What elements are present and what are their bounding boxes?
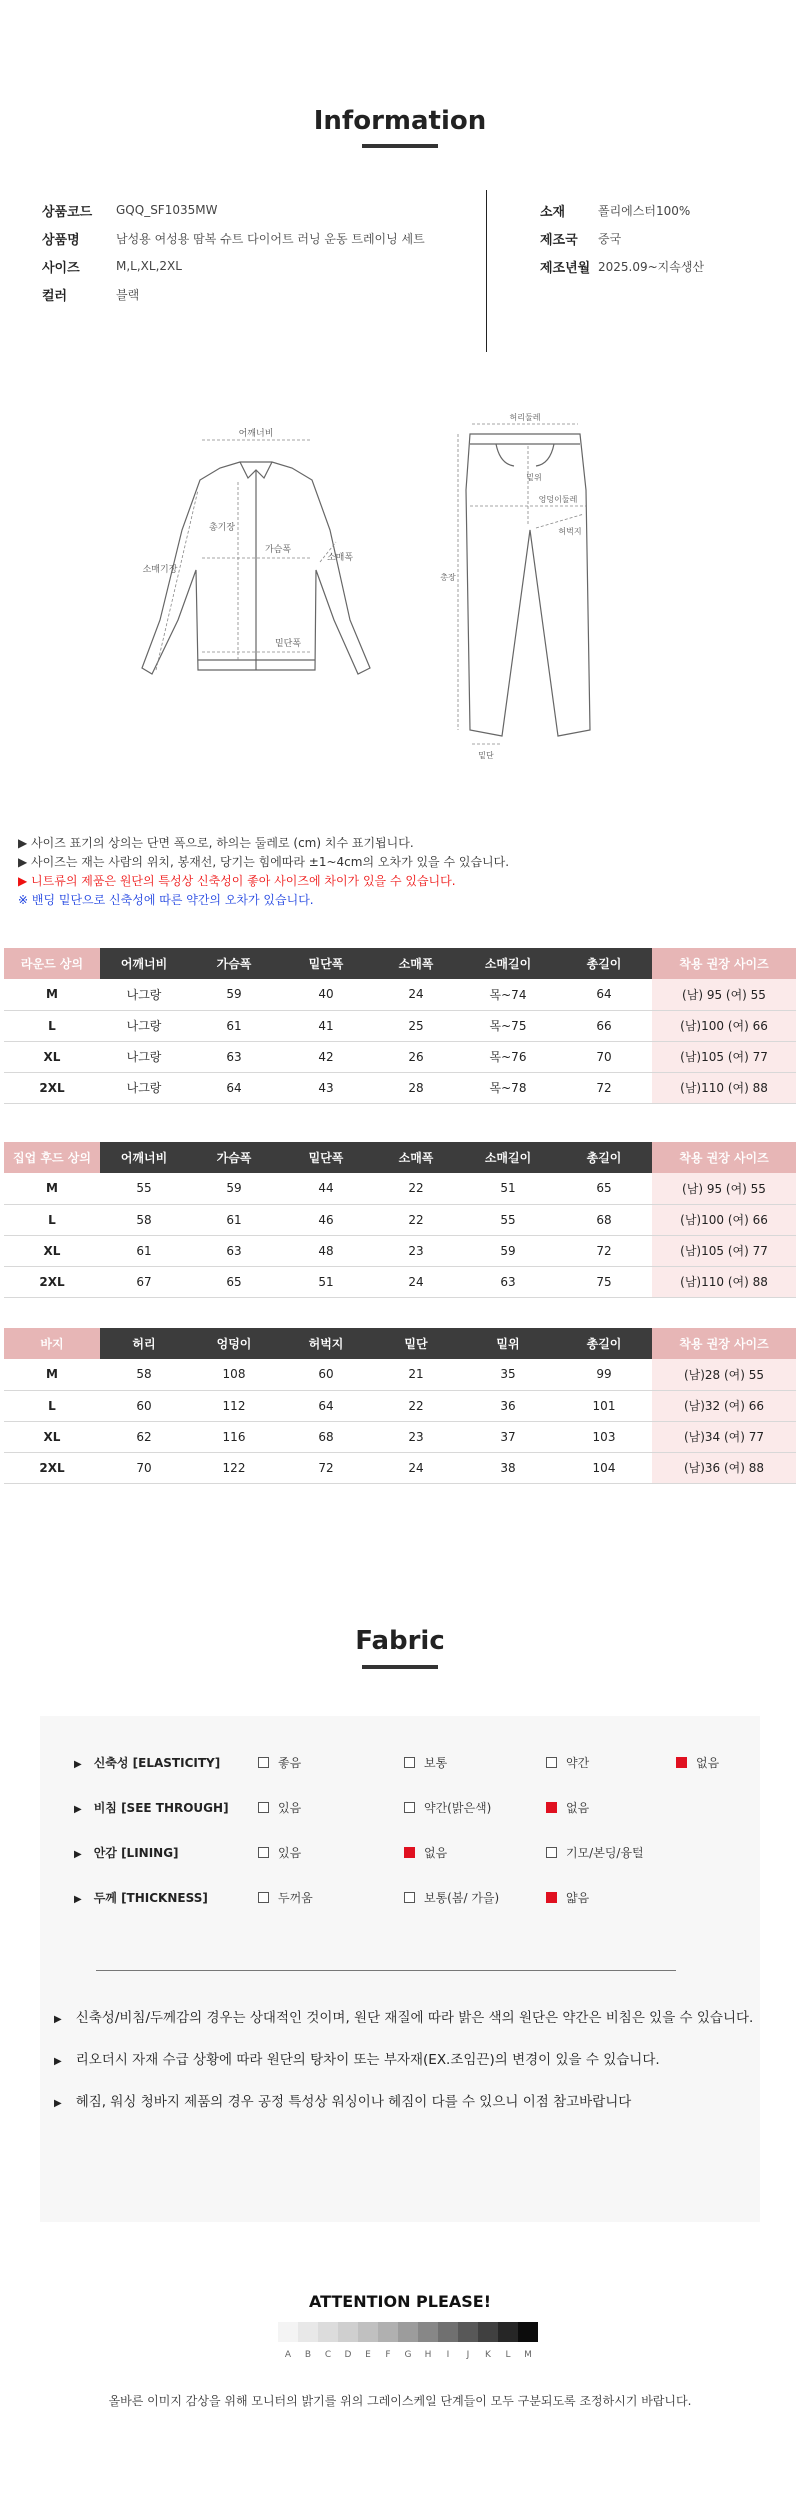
size-notes [18,834,788,910]
grayscale-swatch [298,2322,318,2342]
fabric-note [54,2006,753,2026]
table-header: 바지 [4,1328,100,1359]
arrow-right-icon: ▶ [54,2056,62,2067]
checkbox-icon [258,1757,269,1768]
table-cell: 2XL [4,1452,100,1483]
table-cell: M [4,979,100,1010]
table-header-row [4,948,796,979]
fabric-label-text: 비침 [SEE THROUGH] [93,1801,229,1815]
table-cell: 62 [100,1421,188,1452]
checkbox-icon [404,1757,415,1768]
fabric-option-label: 없음 [566,1801,590,1815]
table-cell: 23 [372,1235,460,1266]
table-cell: 67 [100,1266,188,1297]
grayscale-swatch [478,2322,498,2342]
info-key: 제조년월 [540,260,591,276]
table-row [4,1390,796,1421]
diagram-label-rise: 밑위 [526,473,542,482]
fabric-option-selected[interactable] [404,1844,447,1861]
fabric-option-label: 두꺼움 [278,1891,313,1905]
size-note-warning: ▶ 니트류의 제품은 원단의 특성상 신축성이 좋아 사이즈에 차이가 있을 수 있습니다. [18,874,456,888]
size-note: ▶ 사이즈는 재는 사람의 위치, 봉재선, 당기는 힘에따라 ±1~4cm의 오차가 있을 수 있습니다. [18,855,510,869]
diagram-label-length: 총장 [440,573,456,582]
fabric-label-text: 안감 [LINING] [93,1846,179,1860]
table-cell: 60 [280,1359,372,1390]
fabric-option-label: 기모/본딩/융털 [566,1846,644,1860]
table-cell: (남) 95 (여) 55 [652,979,796,1010]
table-row [4,1452,796,1483]
arrow-right-icon: ▶ [74,1894,82,1905]
checkbox-icon [258,1892,269,1903]
table-cell: 37 [460,1421,556,1452]
info-value: 블랙 [116,287,140,302]
fabric-row-label [74,1754,220,1771]
fabric-label-text: 두께 [THICKNESS] [93,1891,208,1905]
info-value: 중국 [598,231,622,246]
info-value: M,L,XL,2XL [116,259,182,273]
fabric-title: Fabric [355,1626,445,1656]
info-row-material [540,196,780,224]
table-cell: 72 [556,1072,652,1103]
table-cell: 68 [280,1421,372,1452]
fabric-label-text: 신축성 [ELASTICITY] [93,1756,221,1770]
table-cell: 나그랑 [100,1041,188,1072]
table-cell: 2XL [4,1072,100,1103]
fabric-option-label: 좋음 [278,1756,302,1770]
fabric-option-label: 보통(봄/ 가을) [424,1891,500,1905]
grayscale-swatch [358,2322,378,2342]
checkbox-checked-icon [676,1757,687,1768]
table-cell: 55 [460,1204,556,1235]
diagram-label-sleeve-length: 소매기장 [142,565,178,575]
grayscale-swatch [378,2322,398,2342]
grayscale-letter: E [365,2350,371,2360]
table-cell: 22 [372,1173,460,1204]
table-cell: 2XL [4,1266,100,1297]
size-note: ▶ 사이즈 표기의 상의는 단면 폭으로, 하의는 둘레로 (cm) 치수 표기됩니다. [18,836,414,850]
table-cell: 65 [556,1173,652,1204]
fabric-option-selected[interactable] [676,1754,719,1771]
grayscale-letter: A [284,2350,292,2360]
table-cell: (남) 95 (여) 55 [652,1173,796,1204]
info-divider [486,190,487,352]
fabric-row-thickness [40,1889,760,1913]
fabric-panel [40,1716,760,2222]
table-cell: 41 [280,1010,372,1041]
info-row-country [540,224,780,252]
size-table-zip-hoodie [4,1142,796,1298]
table-cell: 23 [372,1421,460,1452]
table-cell: 58 [100,1359,188,1390]
size-table-pants [4,1328,796,1484]
attention-title: ATTENTION PLEASE! [308,2292,492,2311]
info-value: 2025.09~지속생산 [598,259,705,274]
table-cell: 목~75 [460,1010,556,1041]
info-right-column [540,196,780,280]
info-row-color [42,280,482,308]
table-cell: 48 [280,1235,372,1266]
grayscale-letter: D [344,2350,352,2360]
table-cell: XL [4,1421,100,1452]
table-header: 라운드 상의 [4,948,100,979]
table-cell: 55 [100,1173,188,1204]
table-cell: 58 [100,1204,188,1235]
checkbox-checked-icon [546,1802,557,1813]
table-cell: 21 [372,1359,460,1390]
table-cell: 66 [556,1010,652,1041]
table-cell: 70 [556,1041,652,1072]
fabric-option[interactable] [404,1799,491,1816]
grayscale-letter: F [385,2350,391,2360]
fabric-option[interactable] [258,1799,301,1816]
checkbox-checked-icon [404,1847,415,1858]
grayscale-swatch [318,2322,338,2342]
diagram-label-length: 총기장 [208,523,236,533]
table-header: 밑단폭 [280,1142,372,1173]
fabric-row-label [74,1799,229,1816]
table-header: 총길이 [556,1328,652,1359]
arrow-right-icon: ▶ [54,2098,62,2109]
fabric-option[interactable] [546,1844,644,1861]
table-header: 허리 [100,1328,188,1359]
table-cell: 61 [100,1235,188,1266]
info-value: GQQ_SF1035MW [116,203,218,217]
size-note-info: ※ 밴딩 밑단으로 신축성에 따른 약간의 오차가 있습니다. [18,893,314,907]
grayscale-letters [278,2350,538,2360]
table-cell: 116 [188,1421,280,1452]
table-cell: 65 [188,1266,280,1297]
grayscale-swatch [438,2322,458,2342]
checkbox-icon [258,1847,269,1858]
table-cell: 나그랑 [100,1010,188,1041]
table-cell: 26 [372,1041,460,1072]
table-header: 소매길이 [460,948,556,979]
table-row [4,1041,796,1072]
table-cell: 59 [460,1235,556,1266]
checkbox-icon [404,1892,415,1903]
grayscale-strip [278,2322,538,2342]
table-cell: 60 [100,1390,188,1421]
table-cell: 22 [372,1390,460,1421]
table-cell: (남)105 (여) 77 [652,1235,796,1266]
table-header: 가슴폭 [188,1142,280,1173]
table-cell: 51 [460,1173,556,1204]
table-cell: 101 [556,1390,652,1421]
table-header: 착용 권장 사이즈 [652,948,796,979]
grayscale-swatch [338,2322,358,2342]
table-cell: 42 [280,1041,372,1072]
diagram-label-hip: 엉덩이둘레 [538,495,578,504]
table-row [4,1421,796,1452]
fabric-title-underline [362,1665,438,1669]
table-cell: (남)110 (여) 88 [652,1266,796,1297]
table-cell: 72 [556,1235,652,1266]
grayscale-letter: C [324,2350,332,2360]
size-table-round-top [4,948,796,1104]
checkbox-icon [404,1802,415,1813]
table-cell: 40 [280,979,372,1010]
table-header-row [4,1142,796,1173]
grayscale-swatch [458,2322,478,2342]
table-cell: 72 [280,1452,372,1483]
table-header: 착용 권장 사이즈 [652,1142,796,1173]
fabric-divider [96,1970,676,1971]
fabric-option[interactable] [258,1754,301,1771]
fabric-option[interactable] [404,1754,447,1771]
fabric-note-text: 신축성/비침/두께감의 경우는 상대적인 것이며, 원단 재질에 따라 밝은 색의 원단은 약간은 비침은 있을 수 있습니다. [75,2010,754,2026]
info-row-size [42,252,482,280]
info-key: 제조국 [540,232,578,248]
table-cell: 43 [280,1072,372,1103]
info-key: 사이즈 [42,260,80,276]
table-cell: 64 [280,1390,372,1421]
fabric-note [54,2048,660,2068]
table-cell: 75 [556,1266,652,1297]
table-row [4,979,796,1010]
diagram-label-chest: 가슴폭 [264,545,292,555]
fabric-option-label: 보통 [424,1756,448,1770]
table-header: 허벅지 [280,1328,372,1359]
info-value: 폴리에스터100% [598,203,691,218]
table-cell: 46 [280,1204,372,1235]
diagram-label-sleeve-width: 소매폭 [326,553,354,563]
table-cell: 51 [280,1266,372,1297]
table-row [4,1204,796,1235]
fabric-option-selected[interactable] [546,1799,589,1816]
table-cell: 99 [556,1359,652,1390]
table-cell: 59 [188,1173,280,1204]
table-cell: (남)34 (여) 77 [652,1421,796,1452]
fabric-option[interactable] [258,1889,313,1906]
fabric-row-see-through [40,1799,760,1823]
fabric-option-label: 약간 [566,1756,590,1770]
fabric-option[interactable] [404,1889,499,1906]
diagram-label-waist: 허리둘레 [509,413,541,422]
table-row [4,1072,796,1103]
table-row [4,1173,796,1204]
diagram-label-shoulder: 어깨너비 [238,429,274,439]
table-cell: 나그랑 [100,1072,188,1103]
table-header: 어깨너비 [100,948,188,979]
grayscale-swatch [278,2322,298,2342]
table-cell: 목~76 [460,1041,556,1072]
grayscale-swatch [498,2322,518,2342]
table-cell: L [4,1010,100,1041]
table-cell: 36 [460,1390,556,1421]
table-cell: 112 [188,1390,280,1421]
grayscale-swatch [398,2322,418,2342]
info-row-manufactured [540,252,780,280]
fabric-row-lining [40,1844,760,1868]
table-cell: XL [4,1041,100,1072]
table-cell: 24 [372,1266,460,1297]
checkbox-icon [546,1847,557,1858]
table-cell: 25 [372,1010,460,1041]
table-row [4,1266,796,1297]
table-cell: 104 [556,1452,652,1483]
attention-note: 올바른 이미지 감상을 위해 모니터의 밝기를 위의 그레이스케일 단계들이 모두 구분되도록 조정하시기 바랍니다. [108,2394,692,2408]
arrow-right-icon: ▶ [74,1849,82,1860]
table-header: 가슴폭 [188,948,280,979]
table-cell: 목~74 [460,979,556,1010]
table-cell: 122 [188,1452,280,1483]
checkbox-icon [546,1757,557,1768]
table-row [4,1235,796,1266]
fabric-option-label: 약간(밝은색) [424,1801,492,1815]
table-cell: (남)36 (여) 88 [652,1452,796,1483]
table-cell: (남)105 (여) 77 [652,1041,796,1072]
table-cell: 28 [372,1072,460,1103]
fabric-note-text: 헤짐, 워싱 청바지 제품의 경우 공정 특성상 워싱이나 헤짐이 다를 수 있으니 이점 참고바랍니다 [75,2094,632,2110]
table-cell: L [4,1390,100,1421]
table-cell: 64 [188,1072,280,1103]
checkbox-checked-icon [546,1892,557,1903]
info-key: 상품코드 [42,204,93,220]
table-header: 밑위 [460,1328,556,1359]
table-cell: 나그랑 [100,979,188,1010]
table-cell: 목~78 [460,1072,556,1103]
table-cell: 61 [188,1204,280,1235]
grayscale-letter: I [446,2350,450,2360]
arrow-right-icon: ▶ [54,2014,62,2025]
table-cell: L [4,1204,100,1235]
pants-measurement-diagram [440,410,620,774]
table-header: 소매폭 [372,948,460,979]
diagram-label-hem: 밑단폭 [274,639,302,649]
fabric-option-label: 없음 [424,1846,448,1860]
checkbox-icon [258,1802,269,1813]
grayscale-letter: L [505,2350,511,2360]
table-header: 소매길이 [460,1142,556,1173]
table-cell: (남)100 (여) 66 [652,1204,796,1235]
table-cell: M [4,1173,100,1204]
table-row [4,1359,796,1390]
table-header: 총길이 [556,1142,652,1173]
table-cell: 63 [188,1041,280,1072]
grayscale-letter: K [485,2350,491,2360]
fabric-option-label: 있음 [278,1801,302,1815]
table-cell: 24 [372,1452,460,1483]
table-header: 소매폭 [372,1142,460,1173]
info-key: 상품명 [42,232,80,248]
table-cell: 70 [100,1452,188,1483]
table-cell: (남)28 (여) 55 [652,1359,796,1390]
fabric-option[interactable] [258,1844,301,1861]
arrow-right-icon: ▶ [74,1804,82,1815]
table-cell: 35 [460,1359,556,1390]
table-header: 밑단 [372,1328,460,1359]
info-row-product-code [42,196,482,224]
fabric-option-selected[interactable] [546,1889,589,1906]
table-cell: 68 [556,1204,652,1235]
table-cell: 61 [188,1010,280,1041]
info-value: 남성용 여성용 땀복 슈트 다이어트 러닝 운동 트레이닝 세트 [116,231,425,246]
table-cell: 63 [460,1266,556,1297]
info-key: 소재 [540,204,566,220]
table-cell: 22 [372,1204,460,1235]
arrow-right-icon: ▶ [74,1759,82,1770]
fabric-option-label: 얇음 [566,1891,590,1905]
fabric-row-label [74,1844,179,1861]
table-header-row [4,1328,796,1359]
fabric-option-label: 없음 [696,1756,720,1770]
fabric-option[interactable] [546,1754,589,1771]
fabric-note-text: 리오더시 자재 수급 상황에 따라 원단의 탕차이 또는 부자재(EX.조임끈)의 변경이 있을 수 있습니다. [75,2052,660,2068]
table-cell: 24 [372,979,460,1010]
fabric-option-label: 있음 [278,1846,302,1860]
table-cell: 108 [188,1359,280,1390]
diagram-label-hem: 밑단 [478,751,494,760]
fabric-row-label [74,1889,208,1906]
grayscale-swatch [418,2322,438,2342]
table-cell: 38 [460,1452,556,1483]
table-header: 엉덩이 [188,1328,280,1359]
table-cell: M [4,1359,100,1390]
grayscale-letter: B [304,2350,312,2360]
info-key: 컬러 [42,288,68,304]
table-cell: 44 [280,1173,372,1204]
table-header: 밑단폭 [280,948,372,979]
table-header: 집업 후드 상의 [4,1142,100,1173]
table-cell: 59 [188,979,280,1010]
table-cell: 63 [188,1235,280,1266]
table-cell: (남)32 (여) 66 [652,1390,796,1421]
table-cell: 103 [556,1421,652,1452]
information-title-underline [362,144,438,148]
info-row-product-name [42,224,482,252]
grayscale-swatch [518,2322,538,2342]
information-title: Information [313,106,487,136]
table-header: 어깨너비 [100,1142,188,1173]
table-cell: (남)100 (여) 66 [652,1010,796,1041]
table-header: 총길이 [556,948,652,979]
table-cell: (남)110 (여) 88 [652,1072,796,1103]
fabric-note [54,2090,631,2110]
info-left-column [42,196,482,308]
table-cell: XL [4,1235,100,1266]
table-header: 착용 권장 사이즈 [652,1328,796,1359]
jacket-measurement-diagram [130,420,390,704]
table-row [4,1010,796,1041]
diagram-label-thigh: 허벅지 [558,527,582,536]
grayscale-letter: H [424,2350,432,2360]
fabric-row-elasticity [40,1754,760,1778]
grayscale-letter: M [524,2350,532,2360]
grayscale-letter: G [404,2350,412,2360]
grayscale-letter: J [466,2350,470,2360]
table-cell: 64 [556,979,652,1010]
